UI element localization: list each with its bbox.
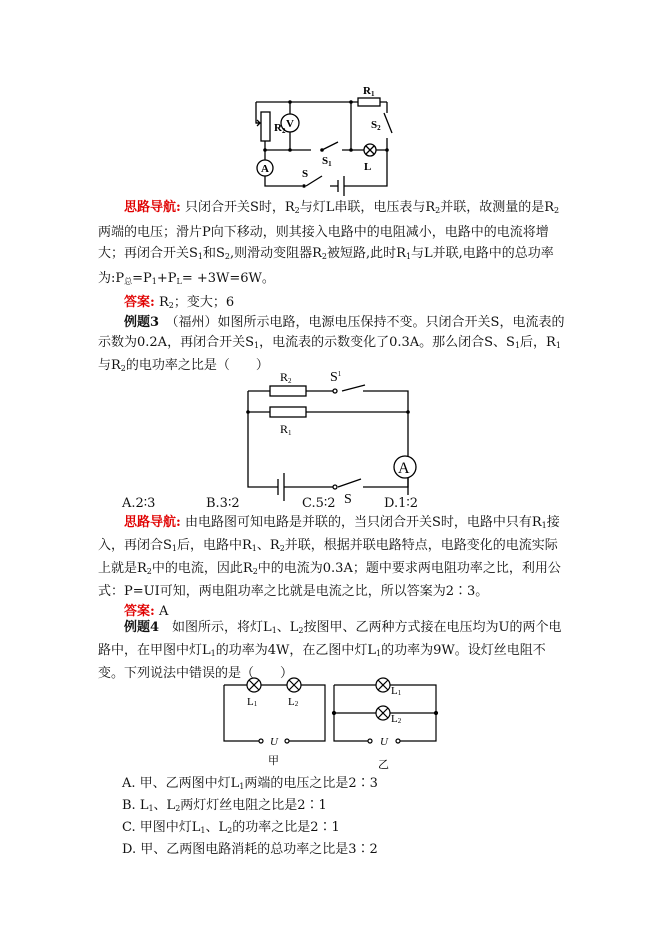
subscript: 2 — [175, 804, 181, 813]
subscript: 1 — [376, 649, 382, 658]
subscript: 1 — [405, 252, 412, 261]
option[interactable] — [98, 796, 568, 818]
example-title: 例题3 — [124, 315, 160, 330]
label-s: S — [344, 492, 352, 507]
paragraph — [98, 513, 568, 602]
example-title: 例题4 — [124, 620, 160, 635]
option-a[interactable]: A.2∶3 — [122, 496, 156, 511]
circuit-diagram-1 — [250, 78, 425, 198]
subscript: 2 — [435, 206, 441, 215]
section-heading: 思路导航: — [124, 200, 181, 215]
option-b[interactable]: B.3∶2 — [206, 496, 240, 511]
subscript: 1 — [148, 804, 154, 813]
label-s: S — [302, 168, 309, 180]
label-u-yi: U — [380, 736, 388, 748]
section-heading: 答案: — [124, 604, 155, 619]
text-run: 并联，根据并联电路特点，电路变化的电流实际上就是R — [98, 538, 558, 576]
text-run: 、L — [276, 620, 299, 635]
subscript: 2 — [294, 206, 300, 215]
text-run: ；变大；6 — [173, 295, 235, 310]
text-run: =P — [132, 270, 152, 286]
label-l2-yi: L2 — [391, 713, 402, 725]
text-run: 后，电路中R — [177, 538, 252, 553]
label-l1-yi: L1 — [391, 685, 402, 697]
subscript: 1 — [171, 544, 177, 553]
text-run: 中的电流为0.3A；题中要求两电阻功率之比，利用公式：P=UI可知，两电阻功率之比就是电流之比，所以答案为2∶3。 — [98, 561, 561, 599]
label-s1: $S^1$ — [330, 370, 342, 385]
text-run: 只闭合开关S时，R — [180, 200, 295, 215]
subscript: 1 — [271, 626, 277, 635]
text-run: 的功率为4W，在乙图中灯L — [215, 643, 377, 658]
label-l1-jia: L1 — [247, 696, 258, 708]
subscript: 2 — [227, 826, 233, 835]
paragraph — [98, 197, 568, 292]
text-run: 两端的电压之比是2∶3 — [244, 776, 378, 791]
subscript: 2 — [146, 567, 152, 576]
subscript: L — [176, 276, 182, 286]
label-s1: S1 — [322, 155, 332, 168]
subscript: 2 — [224, 252, 230, 261]
subscript: 1 — [253, 341, 260, 350]
example3-analysis — [98, 513, 568, 622]
subscript: 1 — [555, 341, 561, 350]
option[interactable] — [98, 840, 568, 859]
label-r2: R2 — [280, 370, 292, 385]
section-heading: 答案: — [124, 295, 155, 310]
text-run: A. 甲、乙两图中灯L — [122, 776, 240, 791]
text-run: 两端的电压；滑片P向下移动，则其接入电路中的电阻减小，电路中的电流将增大；再闭合开关S — [98, 224, 549, 261]
label-r1: R1 — [280, 422, 292, 437]
subscript: 2 — [554, 206, 560, 215]
ammeter-label: A — [261, 163, 269, 175]
text-run: D. 甲、乙两图电路消耗的总功率之比是3∶2 — [122, 842, 378, 857]
subscript: 2 — [168, 301, 174, 310]
subscript: 1 — [541, 521, 547, 530]
section-heading: 思路导航: — [124, 515, 181, 530]
subscript: 2 — [298, 626, 304, 635]
text-run: 后，R — [520, 335, 556, 350]
label-r2: R2 — [274, 122, 286, 135]
option-d[interactable]: D.1∶2 — [384, 496, 419, 511]
text-run: B. L — [122, 798, 149, 813]
subscript: 1 — [210, 649, 216, 658]
text-run: C. 甲图中灯L — [122, 820, 201, 835]
voltmeter-label: V — [286, 118, 294, 130]
circuit-diagram-3 — [210, 672, 450, 772]
text-run: 按图甲、乙两种方式接在电压均为U的两个电路中，在甲图中灯L — [98, 620, 562, 658]
text-run: （福州）如图所示电路，电源电压保持不变。只闭合开关S，电流表的示数为0.2A，再闭合开关S — [98, 315, 565, 350]
option-c[interactable]: C.5∶2 — [302, 496, 336, 511]
subscript: 1 — [239, 782, 245, 791]
section1-analysis — [98, 197, 568, 317]
ammeter-label: A — [398, 460, 410, 477]
text-run: 的功率为9W。设灯丝电阻不变。下列说法中错误的是（ ） — [98, 643, 546, 681]
subscript: 1 — [514, 341, 521, 350]
label-jia: 甲 — [268, 755, 279, 767]
subscript: 1 — [197, 252, 203, 261]
subscript: 1 — [251, 544, 257, 553]
text-run: 接入，再闭合S — [98, 515, 560, 553]
option[interactable] — [98, 818, 568, 840]
text-run: R — [154, 295, 169, 310]
text-run: 的功率之比是2∶1 — [232, 820, 340, 835]
text-run: 、R — [256, 538, 280, 553]
subscript: 1 — [151, 276, 157, 286]
subscript: 2 — [252, 567, 258, 576]
example4-options — [98, 774, 568, 859]
text-run: 、L — [205, 820, 228, 835]
text-run: = +3W=6W。 — [181, 270, 275, 286]
label-s2: S2 — [371, 119, 381, 132]
text-run: 与R — [98, 358, 121, 373]
text-run: +P — [156, 270, 177, 286]
label-l2-jia: L2 — [288, 696, 299, 708]
text-run: 和S — [203, 246, 225, 261]
subscript: 2 — [279, 544, 285, 553]
subscript: 1 — [200, 826, 206, 835]
text-run: 并联，故测量的是R — [440, 200, 555, 215]
label-u-jia: U — [270, 736, 278, 748]
text-run: 、L — [153, 798, 176, 813]
label-yi: 乙 — [378, 759, 389, 771]
text-run: 如图所示，将灯L — [159, 620, 272, 635]
text-run: ，电流表的示数变化了0.3A。那么闭合S、S — [259, 335, 515, 350]
subscript: 2 — [120, 364, 126, 373]
example3-options — [98, 495, 568, 513]
label-r1: R1 — [363, 85, 375, 98]
subscript: 总 — [124, 276, 133, 286]
text-run: 中的电流，因此R — [151, 561, 253, 576]
text-run: 与灯L串联，电压表与R — [299, 200, 436, 215]
text-run: A — [154, 604, 169, 619]
label-l: L — [364, 161, 372, 173]
text-run: ,则滑动变阻器R — [230, 246, 322, 261]
text-run: 由电路图可知电路是并联的，当只闭合开关S时，电路中只有R — [180, 515, 542, 530]
text-run: 的电功率之比是（ ） — [125, 358, 269, 373]
text-run: 被短路,此时R — [327, 246, 406, 261]
text-run: 两灯灯丝电阻之比是2∶1 — [180, 798, 327, 813]
option[interactable] — [98, 774, 568, 796]
subscript: 2 — [321, 252, 328, 261]
text-run: 与L并联,电路中的总功率为:P — [98, 246, 554, 286]
